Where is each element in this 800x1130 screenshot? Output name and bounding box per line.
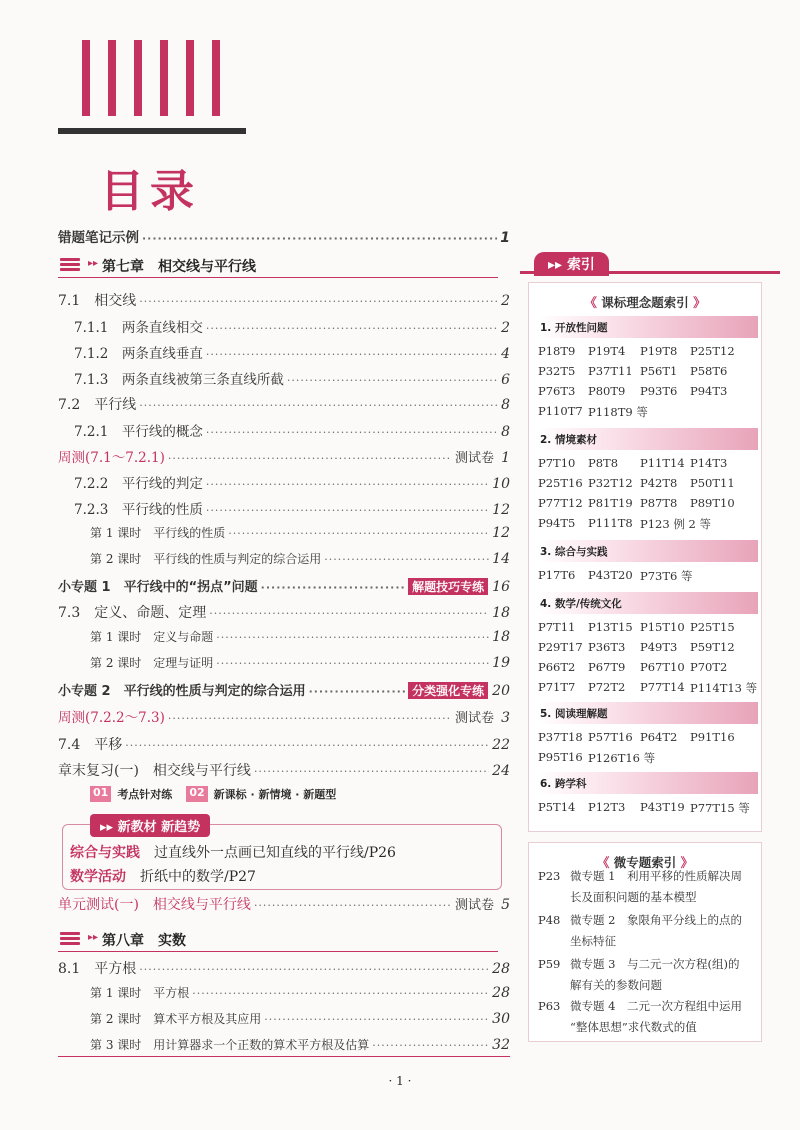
page-ref[interactable]: P14T3 bbox=[690, 456, 728, 470]
practice-tag: 解题技巧专练 bbox=[408, 578, 488, 595]
toc-label: 周测(7.2.2～7.3) bbox=[58, 710, 165, 726]
page-ref[interactable]: P7T11 bbox=[538, 620, 576, 634]
page-ref[interactable]: P25T12 bbox=[690, 344, 735, 358]
micro-entry[interactable] bbox=[538, 866, 760, 908]
toc-label: 7.2.2 平行线的判定 bbox=[74, 476, 203, 492]
page-ref[interactable]: P13T15 bbox=[588, 620, 633, 634]
toc-entry[interactable] bbox=[74, 498, 510, 518]
micro-line: 解有关的参数问题 bbox=[570, 978, 662, 992]
toc-entry[interactable] bbox=[74, 420, 510, 440]
toc-entry-weekly-test[interactable] bbox=[58, 446, 510, 466]
tag-number: 01 bbox=[90, 786, 111, 802]
chapter-header-8 bbox=[58, 930, 498, 952]
page-ref[interactable]: P19T4 bbox=[588, 344, 626, 358]
leader-dots bbox=[228, 527, 489, 540]
title-rule bbox=[58, 128, 246, 134]
page-ref[interactable]: P32T12 bbox=[588, 476, 633, 490]
book-stack-icon bbox=[60, 932, 80, 950]
test-paper-label: 测试卷 bbox=[454, 898, 494, 913]
test-paper-label: 测试卷 bbox=[454, 711, 494, 726]
page-ref[interactable]: P36T3 bbox=[588, 640, 626, 654]
toc-entry[interactable] bbox=[90, 1036, 510, 1053]
micro-line: 微专题 1 利用平移的性质解决周 bbox=[570, 869, 742, 883]
micro-page: P48 bbox=[538, 913, 561, 927]
double-arrow-icon: ▸▸ bbox=[88, 258, 99, 269]
toc-page: 22 bbox=[492, 737, 510, 753]
toc-label: 7.2.1 平行线的概念 bbox=[74, 424, 203, 440]
ref-grid bbox=[538, 344, 760, 420]
toc-page: 4 bbox=[501, 346, 510, 362]
leader-dots bbox=[206, 322, 497, 335]
page-ref[interactable]: P77T14 bbox=[640, 680, 685, 694]
leader-dots bbox=[168, 452, 452, 465]
double-arrow-icon: ▸▸ bbox=[88, 932, 99, 943]
page-ref[interactable]: P57T16 bbox=[588, 730, 633, 744]
concept-index-title: 《 课标理念题索引 》 bbox=[529, 293, 761, 311]
page-ref[interactable]: P7T10 bbox=[538, 456, 576, 470]
leader-dots bbox=[125, 739, 489, 752]
chapter-title: 第七章 相交线与平行线 bbox=[102, 259, 256, 275]
toc-label: 第 1 课时 定义与命题 bbox=[90, 630, 214, 644]
page-ref[interactable]: P32T5 bbox=[538, 364, 576, 378]
leader-dots bbox=[254, 899, 452, 912]
toc-label: 错题笔记示例 bbox=[58, 230, 139, 246]
page-ref[interactable]: P43T19 bbox=[640, 800, 685, 814]
index-label: ▸▸ 索引 bbox=[534, 252, 609, 276]
toc-entry[interactable] bbox=[90, 628, 510, 645]
toc-page: 10 bbox=[492, 476, 510, 492]
toc-entry-error-notes[interactable] bbox=[58, 226, 510, 246]
micro-line: 微专题 3 与二元一次方程(组)的 bbox=[570, 957, 740, 971]
toc-entry[interactable] bbox=[58, 734, 510, 754]
toc-page: 8 bbox=[501, 424, 510, 440]
page-ref[interactable]: P43T20 bbox=[588, 568, 633, 582]
leader-dots bbox=[264, 1013, 489, 1026]
toc-label: 章末复习(一) 相交线与平行线 bbox=[58, 763, 251, 779]
page-ref[interactable]: P37T18 bbox=[538, 730, 583, 744]
toc-page: 30 bbox=[492, 1011, 510, 1027]
toc-page: 16 bbox=[492, 579, 510, 595]
page-ref[interactable]: P67T10 bbox=[640, 660, 685, 674]
micro-entry[interactable] bbox=[538, 996, 760, 1038]
toc-label: 小专题 1 平行线中的“拐点”问题 bbox=[58, 580, 258, 595]
toc-entry-topic-1[interactable] bbox=[58, 576, 510, 595]
page-ref[interactable]: P87T8 bbox=[640, 496, 678, 510]
page-ref[interactable]: P11T14 bbox=[640, 456, 685, 470]
toc-entry[interactable] bbox=[58, 290, 510, 310]
toc-label: 7.2.3 平行线的性质 bbox=[74, 502, 203, 518]
toc-entry[interactable] bbox=[90, 1010, 510, 1027]
page-ref[interactable]: P81T19 bbox=[588, 496, 633, 510]
toc-page: 8 bbox=[501, 397, 510, 413]
trend-item[interactable] bbox=[70, 866, 256, 886]
tag-text: 考点针对练 bbox=[117, 788, 173, 801]
page-ref[interactable]: P66T2 bbox=[538, 660, 576, 674]
leader-dots bbox=[139, 963, 489, 976]
micro-line: 微专题 4 二元一次方程组中运用 bbox=[570, 999, 742, 1013]
ref-grid bbox=[538, 730, 760, 766]
micro-entry[interactable] bbox=[538, 954, 760, 996]
page-ref[interactable]: P110T7 bbox=[538, 404, 583, 418]
page-number: · 1 · bbox=[388, 1074, 412, 1088]
page-ref[interactable]: P12T3 bbox=[588, 800, 626, 814]
leader-dots bbox=[261, 581, 405, 594]
trend-heading-text: 新教材 新趋势 bbox=[117, 820, 201, 835]
toc-page: 1 bbox=[500, 230, 510, 246]
micro-page: P63 bbox=[538, 999, 561, 1013]
page-ref[interactable]: P89T10 bbox=[690, 496, 735, 510]
toc-label: 小专题 2 平行线的性质与判定的综合运用 bbox=[58, 684, 306, 699]
toc-page: 24 bbox=[492, 763, 510, 779]
page-ref[interactable]: P73T6 等 bbox=[640, 569, 693, 583]
page-ref[interactable]: P123 例 2 等 bbox=[640, 517, 711, 531]
page-title: 目录 bbox=[100, 166, 200, 217]
page-ref[interactable]: P67T9 bbox=[588, 660, 626, 674]
leader-dots bbox=[206, 426, 497, 439]
toc-entry[interactable] bbox=[58, 602, 510, 622]
toc-entry[interactable] bbox=[90, 524, 510, 541]
toc-label: 第 1 课时 平行线的性质 bbox=[90, 526, 226, 540]
leader-dots bbox=[287, 374, 497, 387]
page-ref[interactable]: P95T16 bbox=[538, 750, 583, 764]
toc-entry[interactable] bbox=[90, 654, 510, 671]
toc-entry[interactable] bbox=[74, 368, 510, 388]
ref-grid bbox=[538, 568, 760, 584]
toc-page: 3 bbox=[501, 710, 510, 726]
leader-dots bbox=[142, 232, 497, 245]
leader-dots bbox=[192, 987, 489, 1000]
trend-item[interactable] bbox=[70, 842, 396, 862]
toc-entry[interactable] bbox=[90, 550, 510, 567]
page-ref[interactable]: P25T15 bbox=[690, 620, 735, 634]
toc-label: 7.3 定义、命题、定理 bbox=[58, 605, 207, 621]
index-header bbox=[520, 252, 780, 274]
toc-entry-unit-test[interactable] bbox=[58, 894, 510, 914]
page-ref[interactable]: P91T16 bbox=[690, 730, 735, 744]
page-ref[interactable]: P70T2 bbox=[690, 660, 728, 674]
ref-grid bbox=[538, 456, 760, 532]
leader-dots bbox=[209, 607, 489, 620]
page-ref[interactable]: P77T12 bbox=[538, 496, 583, 510]
toc-label: 7.1.2 两条直线垂直 bbox=[74, 346, 203, 362]
index-category: 1. 开放性问题 bbox=[538, 316, 758, 338]
leader-dots bbox=[324, 553, 489, 566]
page-ref[interactable]: P72T2 bbox=[588, 680, 626, 694]
toc-page: 28 bbox=[492, 985, 510, 1001]
toc-entry-topic-2[interactable] bbox=[58, 680, 510, 699]
book-stack-icon bbox=[60, 258, 80, 276]
review-tags bbox=[90, 786, 336, 802]
leader-dots bbox=[216, 657, 489, 670]
toc-entry[interactable] bbox=[74, 342, 510, 362]
micro-text bbox=[570, 954, 739, 996]
page-ref[interactable]: P118T9 等 bbox=[588, 405, 648, 419]
toc-page: 14 bbox=[492, 551, 510, 567]
page-ref[interactable]: P17T6 bbox=[538, 568, 576, 582]
trend-heading: ▸▸ 新教材 新趋势 bbox=[90, 814, 210, 837]
page-ref[interactable]: P114T13 等 bbox=[690, 681, 758, 695]
toc-label: 第 1 课时 平方根 bbox=[90, 986, 190, 1000]
toc-page: 12 bbox=[492, 525, 510, 541]
toc-label: 7.2 平行线 bbox=[58, 397, 137, 413]
leader-dots bbox=[216, 631, 489, 644]
page-ref[interactable]: P56T1 bbox=[640, 364, 678, 378]
leader-dots bbox=[168, 712, 452, 725]
toc-page: 2 bbox=[501, 293, 510, 309]
index-category: 5. 阅读理解题 bbox=[538, 702, 758, 724]
page-ref[interactable]: P42T8 bbox=[640, 476, 678, 490]
leader-dots bbox=[372, 1039, 489, 1052]
page-ref[interactable]: P59T12 bbox=[690, 640, 735, 654]
index-category: 6. 跨学科 bbox=[538, 772, 758, 794]
practice-tag: 分类强化专练 bbox=[408, 682, 488, 699]
leader-dots bbox=[206, 348, 497, 361]
toc-label: 7.4 平移 bbox=[58, 737, 123, 753]
trend-label: 综合与实践 bbox=[70, 845, 140, 861]
page-ref[interactable]: P126T16 等 bbox=[588, 751, 656, 765]
index-category: 3. 综合与实践 bbox=[538, 540, 758, 562]
page-ref[interactable]: P94T5 bbox=[538, 516, 576, 530]
toc-page: 18 bbox=[492, 605, 510, 621]
toc-entry[interactable] bbox=[74, 316, 510, 336]
toc-label: 7.1.3 两条直线被第三条直线所截 bbox=[74, 372, 284, 388]
page-ref[interactable]: P37T11 bbox=[588, 364, 633, 378]
page-ref[interactable]: P19T8 bbox=[640, 344, 678, 358]
chapter-header-7 bbox=[58, 256, 498, 278]
toc-label: 周测(7.1～7.2.1) bbox=[58, 450, 165, 466]
page-ref[interactable]: P76T3 bbox=[538, 384, 576, 398]
page-ref[interactable]: P29T17 bbox=[538, 640, 583, 654]
micro-text bbox=[570, 996, 742, 1038]
page-ref[interactable]: P15T10 bbox=[640, 620, 685, 634]
page-ref[interactable]: P5T14 bbox=[538, 800, 576, 814]
toc-entry-weekly-test[interactable] bbox=[58, 706, 510, 726]
toc-entry[interactable] bbox=[58, 760, 510, 780]
toc-entry[interactable] bbox=[58, 958, 510, 978]
leader-dots bbox=[309, 685, 406, 698]
page-ref[interactable]: P77T15 等 bbox=[690, 801, 750, 815]
micro-text bbox=[570, 866, 742, 908]
micro-index-title: 《 微专题索引 》 bbox=[529, 853, 761, 871]
page-ref[interactable]: P64T2 bbox=[640, 730, 678, 744]
page-ref[interactable]: P25T16 bbox=[538, 476, 583, 490]
toc-page: 28 bbox=[492, 961, 510, 977]
page-ref[interactable]: P8T8 bbox=[588, 456, 619, 470]
toc-label: 7.1 相交线 bbox=[58, 293, 137, 309]
index-heading-text: 索引 bbox=[566, 257, 595, 273]
toc-page: 20 bbox=[492, 683, 510, 699]
toc-entry[interactable] bbox=[74, 472, 510, 492]
toc-page: 19 bbox=[492, 655, 510, 671]
micro-line: “整体思想”求代数式的值 bbox=[570, 1020, 697, 1034]
micro-entry[interactable] bbox=[538, 910, 760, 952]
leader-dots bbox=[139, 295, 497, 308]
page-ref[interactable]: P94T3 bbox=[690, 384, 728, 398]
toc-label: 第 2 课时 平行线的性质与判定的综合运用 bbox=[90, 552, 322, 566]
micro-line: 坐标特征 bbox=[570, 934, 616, 948]
toc-page: 5 bbox=[501, 897, 510, 913]
toc-label: 第 2 课时 算术平方根及其应用 bbox=[90, 1012, 262, 1026]
micro-page: P23 bbox=[538, 869, 561, 883]
toc-label: 7.1.1 两条直线相交 bbox=[74, 320, 203, 336]
page-ref[interactable]: P18T9 bbox=[538, 344, 576, 358]
toc-page: 32 bbox=[492, 1037, 510, 1053]
tag-number: 02 bbox=[186, 786, 207, 802]
toc-label: 第 2 课时 定理与证明 bbox=[90, 656, 214, 670]
toc-label: 第 3 课时 用计算器求一个正数的算术平方根及估算 bbox=[90, 1038, 370, 1052]
page-ref[interactable]: P93T6 bbox=[640, 384, 678, 398]
index-category: 4. 数学/传统文化 bbox=[538, 592, 758, 614]
ref-grid bbox=[538, 620, 760, 696]
test-paper-label: 测试卷 bbox=[454, 451, 494, 466]
section-rule bbox=[58, 1056, 510, 1057]
micro-line: 微专题 2 象限角平分线上的点的 bbox=[570, 913, 742, 927]
page-ref[interactable]: P111T8 bbox=[588, 516, 633, 530]
page-ref[interactable]: P58T6 bbox=[690, 364, 728, 378]
leader-dots bbox=[139, 399, 497, 412]
toc-page: 1 bbox=[501, 450, 510, 466]
page-ref[interactable]: P80T9 bbox=[588, 384, 626, 398]
micro-text bbox=[570, 910, 742, 952]
toc-page: 6 bbox=[501, 372, 510, 388]
micro-page: P59 bbox=[538, 957, 561, 971]
toc-page: 2 bbox=[501, 320, 510, 336]
toc-label: 单元测试(一) 相交线与平行线 bbox=[58, 897, 251, 913]
micro-line: 长及面积问题的基本模型 bbox=[570, 890, 697, 904]
page-ref[interactable]: P71T7 bbox=[538, 680, 576, 694]
trend-label: 数学活动 bbox=[70, 869, 126, 885]
leader-dots bbox=[254, 765, 489, 778]
page-ref[interactable]: P50T11 bbox=[690, 476, 735, 490]
toc-entry[interactable] bbox=[90, 984, 510, 1001]
leader-dots bbox=[206, 504, 489, 517]
trend-text: 折纸中的数学/P27 bbox=[140, 869, 256, 885]
toc-label: 8.1 平方根 bbox=[58, 961, 137, 977]
page-ref[interactable]: P49T3 bbox=[640, 640, 678, 654]
tag-text: 新课标 · 新情境 · 新题型 bbox=[213, 788, 337, 801]
chapter-title: 第八章 实数 bbox=[102, 933, 186, 949]
toc-page: 12 bbox=[492, 502, 510, 518]
index-category: 2. 情境素材 bbox=[538, 428, 758, 450]
leader-dots bbox=[206, 478, 489, 491]
trend-text: 过直线外一点画已知直线的平行线/P26 bbox=[154, 845, 396, 861]
toc-entry[interactable] bbox=[58, 394, 510, 414]
ref-grid bbox=[538, 800, 760, 816]
toc-page: 18 bbox=[492, 629, 510, 645]
decorative-bars bbox=[82, 40, 222, 120]
